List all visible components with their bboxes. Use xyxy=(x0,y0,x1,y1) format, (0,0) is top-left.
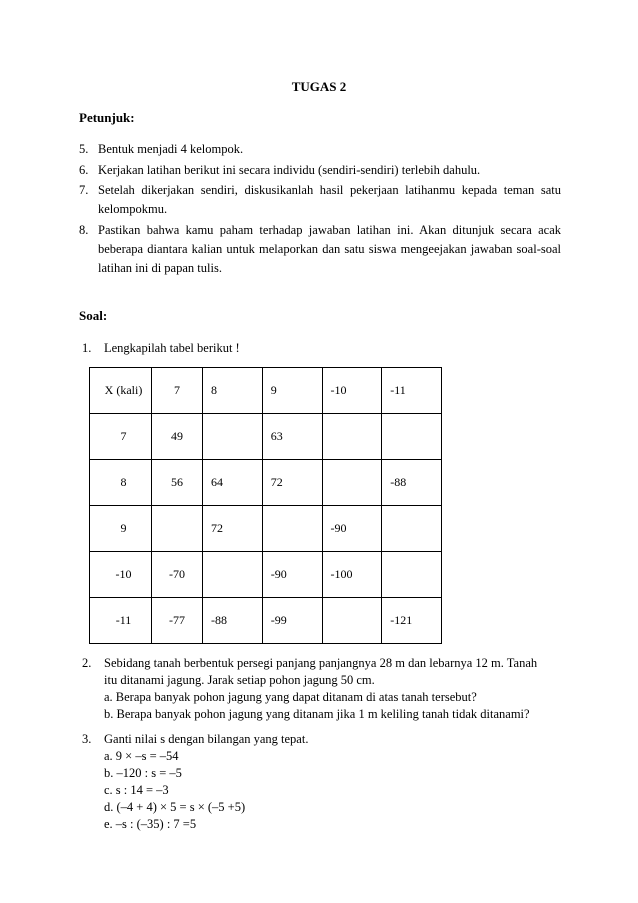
table-row xyxy=(90,598,442,644)
instruction-text: Bentuk menjadi 4 kelompok. xyxy=(98,142,244,156)
table-cell: -77 xyxy=(152,598,203,644)
table-row xyxy=(90,552,442,598)
instruction-number: 5. xyxy=(79,142,89,156)
table-cell: 49 xyxy=(152,414,203,460)
instruction-item xyxy=(79,161,561,180)
instruction-item xyxy=(79,221,561,278)
sub-question-b: b. Berapa banyak pohon jagung yang ditanam jika 1 m keliling tanah tidak ditanami? xyxy=(104,707,530,721)
question-number: 2. xyxy=(82,656,92,670)
table-cell: -90 xyxy=(262,552,322,598)
question-text: itu ditanami jagung. Jarak setiap pohon jagung 50 cm. xyxy=(104,673,375,687)
table-row xyxy=(90,414,442,460)
instruction-number: 7. xyxy=(79,183,89,197)
instruction-item xyxy=(79,181,561,219)
instruction-text: Kerjakan latihan berikut ini secara individu (sendiri-sendiri) terlebih dahulu. xyxy=(98,162,481,177)
table-cell xyxy=(382,552,442,598)
table-cell xyxy=(322,598,382,644)
instruction-item xyxy=(79,140,561,159)
question-3 xyxy=(82,731,572,833)
table-cell: -90 xyxy=(322,506,382,552)
table-cell: 7 xyxy=(90,414,152,460)
table-cell: 72 xyxy=(203,506,263,552)
instruction-number: 6. xyxy=(79,162,89,177)
sub-question-e: e. –s : (–35) : 7 =5 xyxy=(104,817,197,831)
sub-question-c: c. s : 14 = –3 xyxy=(104,783,169,797)
soal-heading: Soal: xyxy=(79,308,108,323)
table-header-row xyxy=(90,368,442,414)
table-cell xyxy=(203,414,263,460)
instruction-number: 8. xyxy=(79,222,89,237)
page-title: TUGAS 2 xyxy=(291,79,347,94)
table-cell: 8 xyxy=(90,460,152,506)
table-cell: -99 xyxy=(262,598,322,644)
table-header-cell: -11 xyxy=(382,368,442,414)
table-cell: 72 xyxy=(262,460,322,506)
table-header-cell: 8 xyxy=(203,368,263,414)
question-1 xyxy=(82,340,572,357)
instruction-text: Setelah dikerjakan sendiri, diskusikanlah hasil pekerjaan latihanmu kepada teman satu kelompokmu. xyxy=(98,183,561,216)
table-cell: -121 xyxy=(382,598,442,644)
table-cell xyxy=(322,414,382,460)
table-header-cell: 7 xyxy=(152,368,203,414)
table-cell: 64 xyxy=(203,460,263,506)
petunjuk-heading: Petunjuk: xyxy=(79,110,135,125)
instruction-list xyxy=(79,140,561,279)
table-cell: -88 xyxy=(382,460,442,506)
question-text: Sebidang tanah berbentuk persegi panjang panjangnya 28 m dan lebarnya 12 m. Tanah xyxy=(104,656,538,670)
table-cell: -100 xyxy=(322,552,382,598)
table-cell xyxy=(382,414,442,460)
table-cell: -70 xyxy=(152,552,203,598)
question-number: 1. xyxy=(82,341,92,355)
question-text: Lengkapilah tabel berikut ! xyxy=(104,341,240,355)
sub-question-a: a. Berapa banyak pohon jagung yang dapat ditanam di atas tanah tersebut? xyxy=(104,690,477,704)
instruction-text: Pastikan bahwa kamu paham terhadap jawaban latihan ini. Akan ditunjuk secara acak beberapa diantara kalian untuk melaporkan dan satu siswa mengeejakan jawaban soal-soal latihan ini di papan tulis. xyxy=(98,222,561,275)
table-cell: 56 xyxy=(152,460,203,506)
table-cell xyxy=(382,506,442,552)
table-cell xyxy=(152,506,203,552)
table-header-cell: X (kali) xyxy=(90,368,152,414)
table-cell: -88 xyxy=(203,598,263,644)
table-header-cell: 9 xyxy=(262,368,322,414)
sub-question-b: b. –120 : s = –5 xyxy=(104,766,182,780)
table-cell: -10 xyxy=(90,552,152,598)
table-cell xyxy=(262,506,322,552)
table-cell xyxy=(322,460,382,506)
sub-question-d: d. (–4 + 4) × 5 = s × (–5 +5) xyxy=(104,800,246,814)
multiplication-table xyxy=(89,367,442,644)
table-cell xyxy=(203,552,263,598)
table-cell: 9 xyxy=(90,506,152,552)
table-cell: -11 xyxy=(90,598,152,644)
table-row xyxy=(90,460,442,506)
question-2 xyxy=(82,655,572,723)
table-header-cell: -10 xyxy=(322,368,382,414)
question-text: Ganti nilai s dengan bilangan yang tepat. xyxy=(104,732,309,746)
table-cell: 63 xyxy=(262,414,322,460)
sub-question-a: a. 9 × –s = –54 xyxy=(104,749,179,763)
question-number: 3. xyxy=(82,732,92,746)
table-row xyxy=(90,506,442,552)
